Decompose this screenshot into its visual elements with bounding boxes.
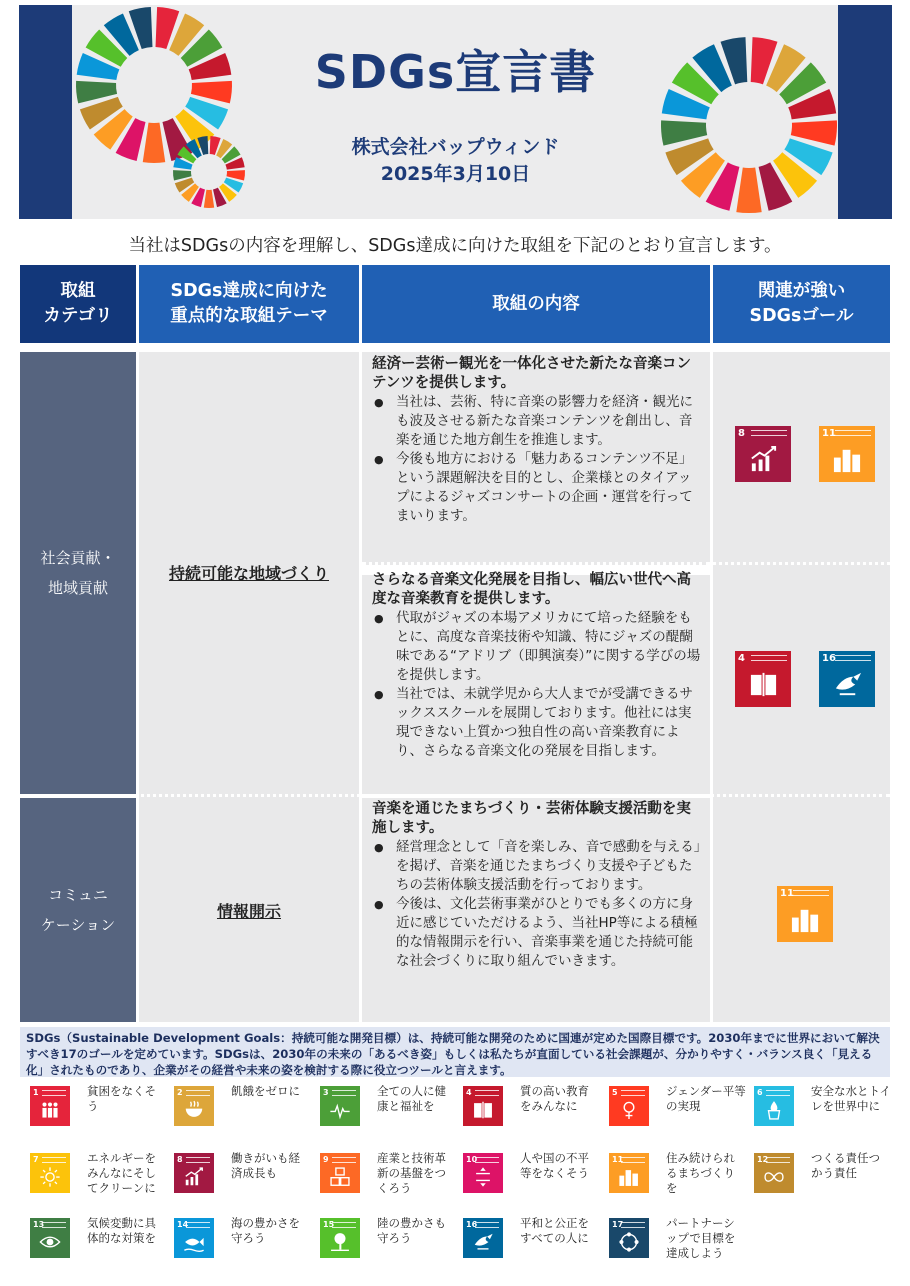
block-2-bullet-1: ● 代取がジャズの本場アメリカにて培った経験をもとに、高度な音楽技術や知識、特にジャズの醍醐味である“アドリブ（即興演奏）”に関する学びの場を提供します。 xyxy=(372,609,702,685)
header-category-line2: カテゴリ xyxy=(43,306,113,326)
sdg-goal-2-label: 飢餓をゼロに xyxy=(231,1084,300,1098)
sdg-goal-1-tile xyxy=(30,1086,70,1126)
category-communication-line1: コミュニ xyxy=(48,886,108,904)
category-label-communication xyxy=(24,880,132,940)
sdg-goal-13-label: 気候変動に具体的な対策を xyxy=(87,1216,156,1245)
tile-caption-lines xyxy=(475,1090,499,1096)
sdg-goal-11-label: 住み続けられるまちづくりを xyxy=(666,1151,735,1195)
sdg-goal-2-tile xyxy=(174,1086,214,1126)
tile-caption-lines xyxy=(42,1222,66,1228)
sdg-goal-8-tile xyxy=(174,1153,214,1193)
sdg-goal-6-label: 安全な水とトイレを世界中に xyxy=(811,1084,891,1113)
tile-caption-lines xyxy=(766,1090,790,1096)
block-2-bullets xyxy=(372,609,702,761)
tile-caption-lines xyxy=(751,655,787,661)
sdg-goal-4-tile xyxy=(463,1086,503,1126)
sdg-goal-1-label: 貧困をなくそう xyxy=(87,1084,156,1113)
block-1-bullet-1: ● 当社は、芸術、特に音楽の影響力を経済・観光にも波及させる新たな音楽コンテンツを創出し、音楽を通じた地方創生を推進します。 xyxy=(372,393,702,450)
sdg-goal-number: 16 xyxy=(822,653,836,664)
tile-caption-lines xyxy=(332,1222,356,1228)
sdg-goal-16-tile xyxy=(463,1218,503,1258)
company-name: 株式会社バップウィンド xyxy=(351,136,560,158)
declaration-date: 2025年3月10日 xyxy=(380,163,531,185)
content-block-1 xyxy=(372,355,702,526)
sdg-goal-15-label: 陸の豊かさも守ろう xyxy=(377,1216,446,1245)
theme-disclosure: 情報開示 xyxy=(216,902,281,921)
tile-caption-lines xyxy=(621,1222,645,1228)
sdg-goal-number: 13 xyxy=(33,1220,45,1229)
sdg-goal-3-tile xyxy=(320,1086,360,1126)
sdg-goal-5-tile xyxy=(609,1086,649,1126)
sdg-goal-number: 7 xyxy=(33,1155,39,1164)
tile-caption-lines xyxy=(332,1090,356,1096)
sdg-goal-number: 4 xyxy=(738,653,745,664)
block-3-bullets xyxy=(372,838,702,971)
sdg-goal-17-label: パートナーシップで目標を達成しよう xyxy=(666,1216,736,1260)
content-block-3 xyxy=(372,800,702,971)
sdgs-footnote: SDGs（Sustainable Development Goals：持続可能な開発目標）は、持続可能な開発のために国連が定めた国際目標です。2030年までに世界において解決すべき17のゴールを定めています。SDGsは、2030年の未来の「あるべき姿」もしくは私たちが直面している社会課題が、分かりやすく・バランス良く「見える化」されたものであり、企業がその経営や未来の姿を検討する際に役立つツールと言えます。 xyxy=(20,1027,890,1077)
sdg-goal-4-tile xyxy=(735,651,791,707)
content-block-2 xyxy=(372,571,702,761)
sdg-goal-12-label: つくる責任つかう責任 xyxy=(811,1151,880,1180)
sdg-goal-number: 2 xyxy=(177,1088,183,1097)
category-label-social xyxy=(34,543,122,603)
sdg-goal-11-tile xyxy=(777,886,833,942)
sdg-goal-16-label: 平和と公正をすべての人に xyxy=(520,1216,589,1245)
block-2-title: さらなる音楽文化発展を目指し、幅広い世代へ高度な音楽教育を提供します。 xyxy=(372,572,691,607)
sdg-goal-14-label: 海の豊かさを守ろう xyxy=(231,1216,300,1245)
goal-divider xyxy=(713,562,890,565)
page-title: SDGs宣言書 xyxy=(314,45,597,99)
block-divider xyxy=(362,562,710,565)
sdg-goal-5-label: ジェンダー平等の実現 xyxy=(666,1084,746,1113)
sdg-goal-14-tile xyxy=(174,1218,214,1258)
header-goals-line2: SDGsゴール xyxy=(749,306,854,326)
sdg-goal-16-tile xyxy=(819,651,875,707)
block-1-bullets xyxy=(372,393,702,526)
sdg-goal-number: 11 xyxy=(822,428,836,439)
tile-caption-lines xyxy=(835,430,871,436)
tile-caption-lines xyxy=(186,1222,210,1228)
block-3-bullet-2: ● 今後は、文化芸術事業がひとりでも多くの方に身近に感じていただけるよう、当社HP等による積極的な情報開示を行い、音楽事業を通じた持続可能な社会づくりに取り組んでいきます。 xyxy=(372,895,702,971)
tile-caption-lines xyxy=(332,1157,356,1163)
sdg-goal-9-label: 産業と技術革新の基盤をつくろう xyxy=(377,1151,446,1195)
header-theme-line1: SDGs達成に向けた xyxy=(170,281,328,301)
sdg-goal-11-tile xyxy=(609,1153,649,1193)
tile-caption-lines xyxy=(42,1157,66,1163)
block-3-title: 音楽を通じたまちづくり・芸術体験支援活動を実施します。 xyxy=(372,801,691,836)
category-communication-line2: ケーション xyxy=(40,916,116,934)
sdg-goal-8-label: 働きがいも経済成長も xyxy=(231,1151,300,1180)
sdg-goal-number: 15 xyxy=(323,1220,335,1229)
tile-caption-lines xyxy=(621,1157,645,1163)
sdg-goal-number: 11 xyxy=(780,888,794,899)
sdg-goal-15-tile xyxy=(320,1218,360,1258)
tile-caption-lines xyxy=(766,1157,790,1163)
sdg-goal-number: 17 xyxy=(612,1220,624,1229)
header-content: 取組の内容 xyxy=(362,265,710,343)
sdg-goal-4-label: 質の高い教育をみんなに xyxy=(520,1084,589,1113)
block-1-bullet-2: ● 今後も地方における「魅力あるコンテンツ不足」という課題解決を目的とし、企業様とのタイアップによるジャズコンサートの企画・運営を行ってまいります。 xyxy=(372,450,702,526)
tile-caption-lines xyxy=(475,1222,499,1228)
header-theme-line2: 重点的な取組テーマ xyxy=(170,306,328,326)
sdg-goal-9-tile xyxy=(320,1153,360,1193)
sdg-goal-number: 4 xyxy=(466,1088,472,1097)
category-social-line1: 社会貢献・ xyxy=(40,549,116,567)
tile-caption-lines xyxy=(42,1090,66,1096)
header-goals xyxy=(713,265,890,343)
sdg-goal-7-label: エネルギーをみんなにそしてクリーンに xyxy=(87,1151,156,1195)
sdg-goal-number: 12 xyxy=(757,1155,769,1164)
sdg-goal-number: 14 xyxy=(177,1220,189,1229)
header-theme xyxy=(139,265,359,343)
tile-caption-lines xyxy=(475,1157,499,1163)
sdg-goal-number: 1 xyxy=(33,1088,39,1097)
sdg-goal-3-label: 全ての人に健康と福祉を xyxy=(377,1084,446,1113)
sdg-goal-13-tile xyxy=(30,1218,70,1258)
sdg-goal-number: 5 xyxy=(612,1088,618,1097)
sdg-goal-10-tile xyxy=(463,1153,503,1193)
block-2-bullet-2: ● 当社では、未就学児から大人までが受講できるサックススクールを展開しております。他社には実現できない上質かつ独自性の高い音楽教育により、さらなる音楽文化の発展を目指します。 xyxy=(372,685,702,761)
block-3-bullet-1: ● 経営理念として「音を楽しみ、音で感動を与える」を掲げ、音楽を通じたまちづくり支援や子どもたちの芸術体験支援活動を行っております。 xyxy=(372,838,702,895)
sdg-goal-8-tile xyxy=(735,426,791,482)
tile-caption-lines xyxy=(835,655,871,661)
block-1-title: 経済ー芸術ー観光を一体化させた新たな音楽コンテンツを提供します。 xyxy=(372,356,691,391)
sdg-goal-7-tile xyxy=(30,1153,70,1193)
sdg-goal-number: 16 xyxy=(466,1220,478,1229)
category-social-line2: 地域貢献 xyxy=(47,579,108,597)
sdg-goal-number: 8 xyxy=(738,428,745,439)
sdg-goal-12-tile xyxy=(754,1153,794,1193)
sdg-goal-number: 8 xyxy=(177,1155,183,1164)
tile-caption-lines xyxy=(621,1090,645,1096)
tile-caption-lines xyxy=(793,890,829,896)
sdg-goal-number: 10 xyxy=(466,1155,478,1164)
header-category-line1: 取組 xyxy=(60,281,96,301)
tile-caption-lines xyxy=(186,1157,210,1163)
theme-regional: 持続可能な地域づくり xyxy=(168,564,329,583)
sdg-goal-number: 9 xyxy=(323,1155,329,1164)
sdg-goal-number: 11 xyxy=(612,1155,624,1164)
sdg-goal-10-label: 人や国の不平等をなくそう xyxy=(520,1151,589,1180)
sdg-goal-6-tile xyxy=(754,1086,794,1126)
sdg-goal-number: 6 xyxy=(757,1088,763,1097)
header-category xyxy=(20,265,136,343)
wheel-segment xyxy=(204,190,214,208)
tile-caption-lines xyxy=(751,430,787,436)
sdg-goal-17-tile xyxy=(609,1218,649,1258)
intro-text: 当社はSDGsの内容を理解し、SDGs達成に向けた取組を下記のとおり宣言します。 xyxy=(128,236,782,256)
tile-caption-lines xyxy=(186,1090,210,1096)
header-goals-line1: 関連が強い xyxy=(757,281,846,301)
row-divider xyxy=(20,794,890,797)
sdg-goal-number: 3 xyxy=(323,1088,329,1097)
sdg-goal-11-tile xyxy=(819,426,875,482)
